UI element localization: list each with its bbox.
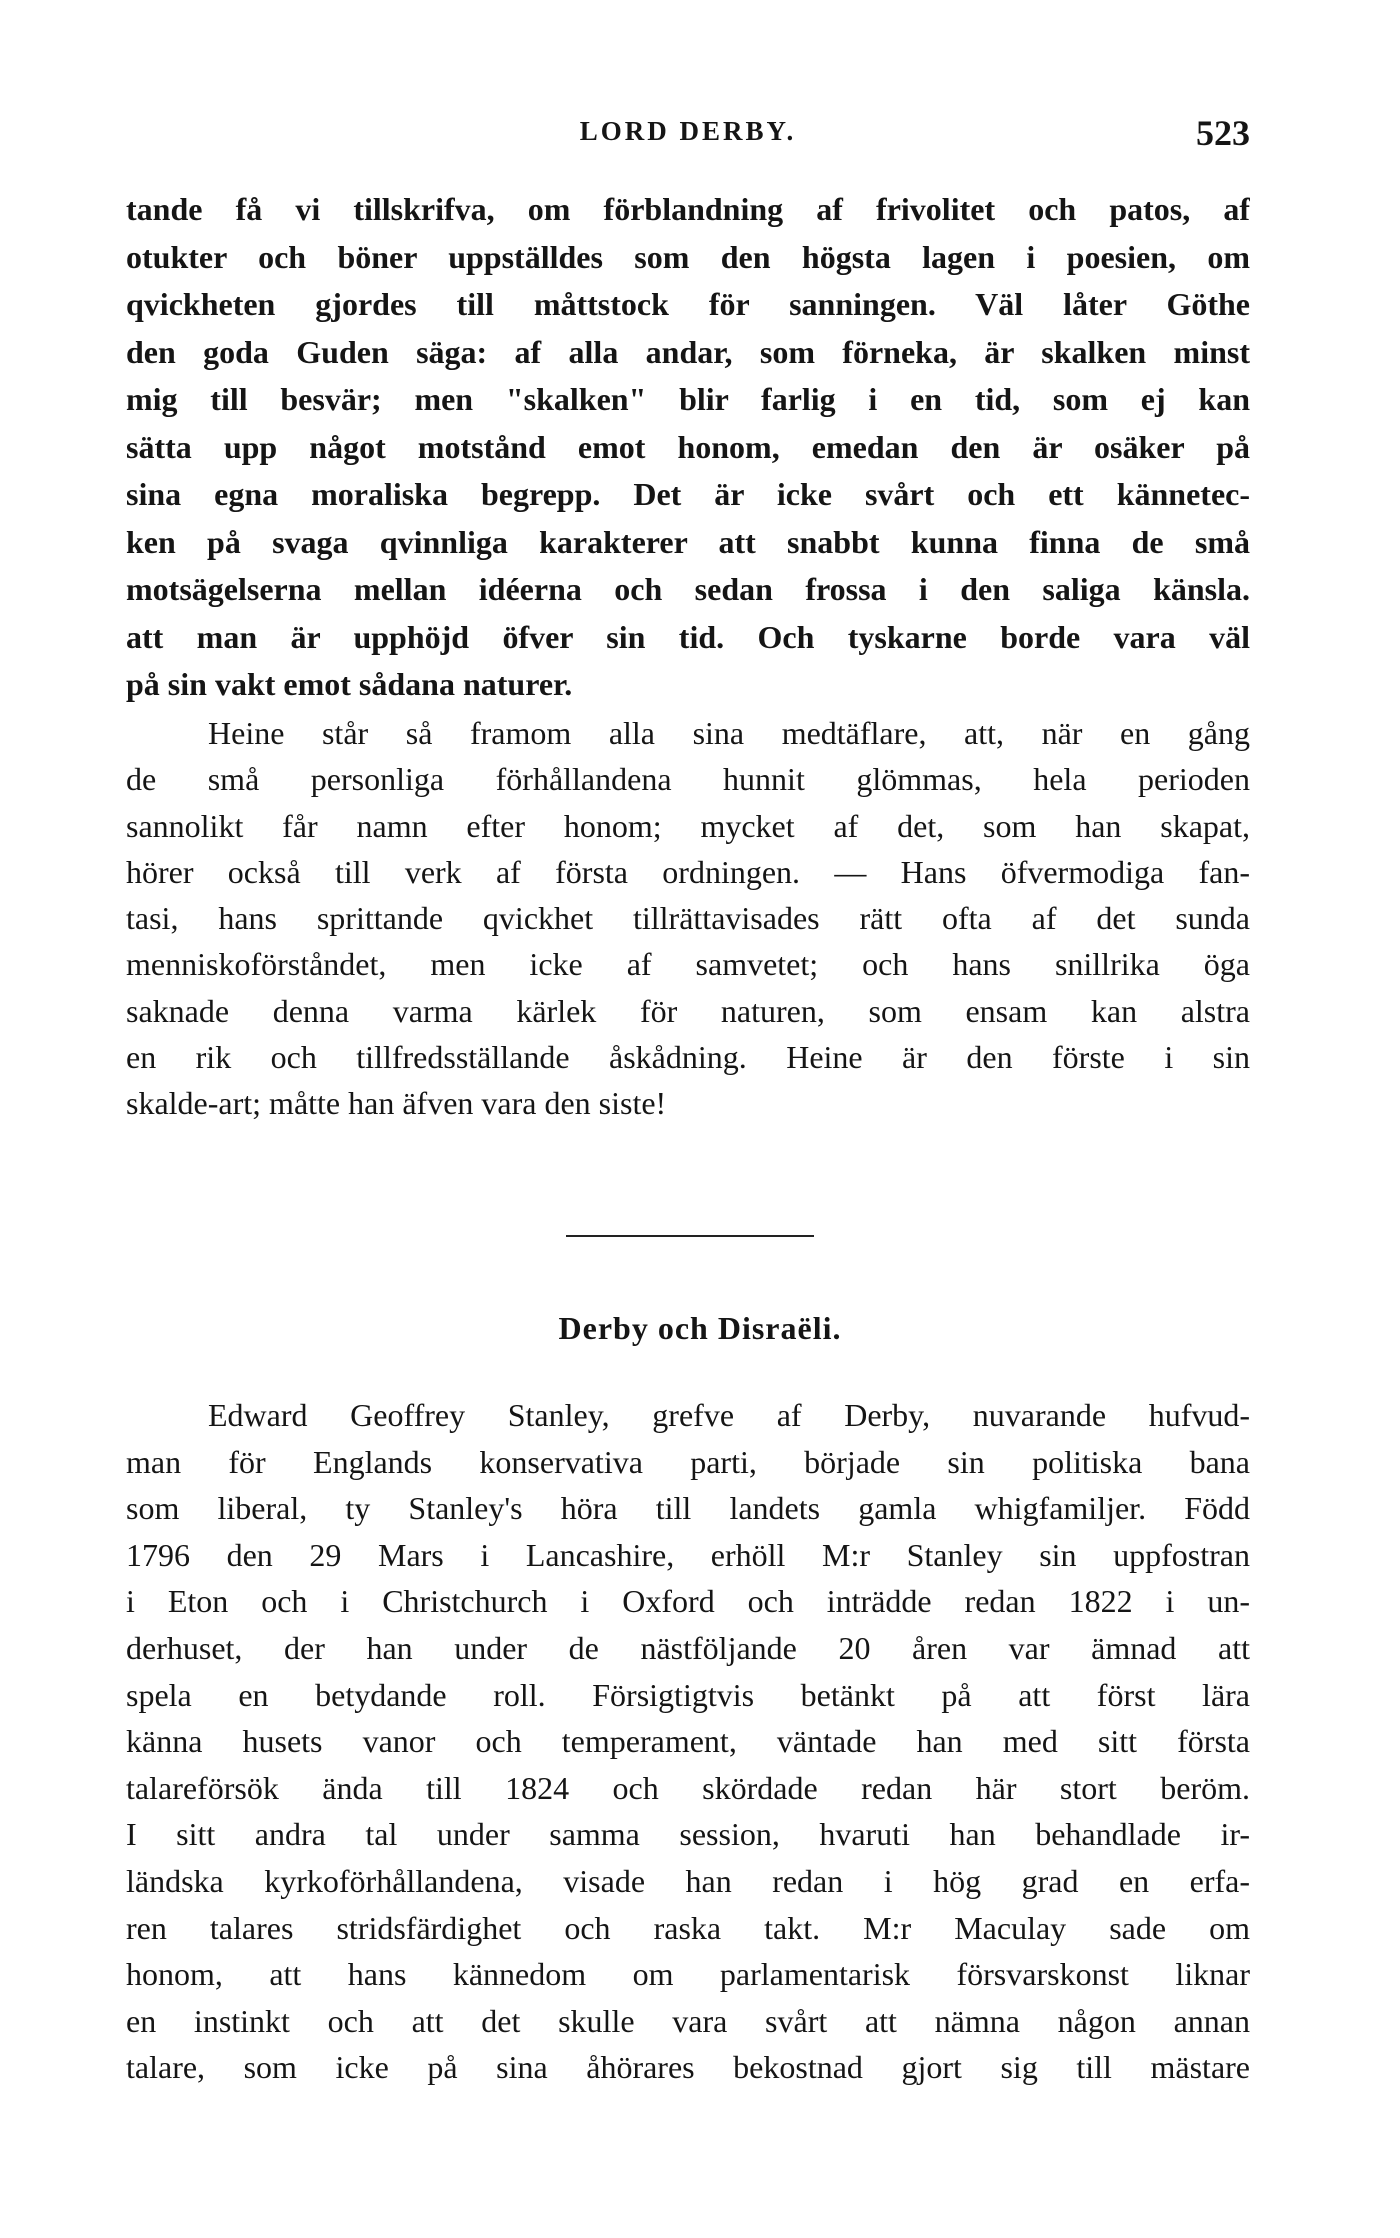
text-line: Heine står så framom alla sina medtäflare, att, när en gång	[208, 715, 1250, 751]
section-heading: Derby och Disraëli.	[558, 1310, 842, 1346]
text-line: talare, som icke på sina åhörares bekostnad gjort sig till mästare	[126, 2049, 1250, 2086]
text-line: den goda Guden säga: af alla andar, som förneka, är skalken minst	[126, 333, 1250, 370]
text-line: qvickheten gjordes till måttstock för sanningen. Väl låter Göthe	[126, 286, 1250, 322]
text-line: hörer också till verk af första ordningen. — Hans öfvermodiga fan-	[126, 853, 1250, 890]
running-title: LORD DERBY.	[579, 116, 797, 146]
paragraph-1	[126, 186, 1250, 709]
text-line: man för Englands konservativa parti, började sin politiska bana	[126, 1443, 1250, 1480]
text-line: tasi, hans sprittande qvickhet tillrättavisades rätt ofta af det sunda	[126, 900, 1250, 937]
text-line: honom, att hans kännedom om parlamentarisk försvarskonst liknar	[126, 1956, 1250, 1993]
paragraph-2	[126, 710, 1250, 1127]
text-line: ren talares stridsfärdighet och raska takt. M:r Maculay sade om	[126, 1909, 1250, 1946]
text-line: som liberal, ty Stanley's höra till landets gamla whigfamiljer. Född	[126, 1490, 1250, 1527]
text-line: Edward Geoffrey Stanley, grefve af Derby, nuvarande hufvud-	[208, 1397, 1250, 1433]
text-line: känna husets vanor och temperament, väntade han med sitt första	[126, 1723, 1250, 1760]
text-line: derhuset, der han under de nästföljande 20 åren var ämnad att	[126, 1629, 1250, 1666]
text-line: i Eton och i Christchurch i Oxford och inträdde redan 1822 i un-	[126, 1583, 1250, 1620]
text-line: ländska kyrkoförhållandena, visade han redan i hög grad en erfa-	[126, 1862, 1250, 1899]
text-line: på sin vakt emot sådana naturer.	[126, 666, 573, 702]
paragraph-3	[126, 1392, 1250, 2091]
text-line: menniskoförståndet, men icke af samvetet; och hans snillrika öga	[126, 946, 1250, 983]
text-line: 1796 den 29 Mars i Lancashire, erhöll M:r Stanley sin uppfostran	[126, 1536, 1250, 1573]
text-line: en instinkt och att det skulle vara svårt att nämna någon annan	[126, 2002, 1250, 2039]
text-line: I sitt andra tal under samma session, hvaruti han behandlade ir-	[126, 1816, 1250, 1853]
page-number: 523	[1196, 113, 1250, 153]
text-line: otukter och böner uppställdes som den högsta lagen i poesien, om	[126, 238, 1250, 275]
text-line: mig till besvär; men "skalken" blir farlig i en tid, som ej kan	[126, 381, 1250, 417]
text-line: tande få vi tillskrifva, om förblandning af frivolitet och patos, af	[126, 191, 1250, 227]
text-line: de små personliga förhållandena hunnit glömmas, hela perioden	[126, 761, 1250, 798]
running-header	[126, 112, 1250, 152]
text-line: att man är upphöjd öfver sin tid. Och tyskarne borde vara väl	[126, 618, 1250, 655]
text-line: en rik och tillfredsställande åskådning. Heine är den förste i sin	[126, 1039, 1250, 1076]
text-line: saknade denna varma kärlek för naturen, som ensam kan alstra	[126, 992, 1250, 1029]
text-line: sätta upp något motstånd emot honom, emedan den är osäker på	[126, 428, 1250, 465]
text-line: skalde-art; måtte han äfven vara den siste!	[126, 1085, 667, 1122]
section-divider	[566, 1235, 814, 1237]
text-line: spela en betydande roll. Försigtigtvis betänkt på att först lära	[126, 1676, 1250, 1713]
text-line: ken på svaga qvinnliga karakterer att snabbt kunna finna de små	[126, 523, 1250, 560]
text-line: sannolikt får namn efter honom; mycket af det, som han skapat,	[126, 807, 1250, 844]
text-line: talareförsök ända till 1824 och skördade redan här stort beröm.	[126, 1769, 1250, 1806]
text-line: motsägelserna mellan idéerna och sedan frossa i den saliga känsla.	[126, 571, 1250, 607]
text-line: sina egna moraliska begrepp. Det är icke svårt och ett kännetec-	[126, 476, 1250, 512]
